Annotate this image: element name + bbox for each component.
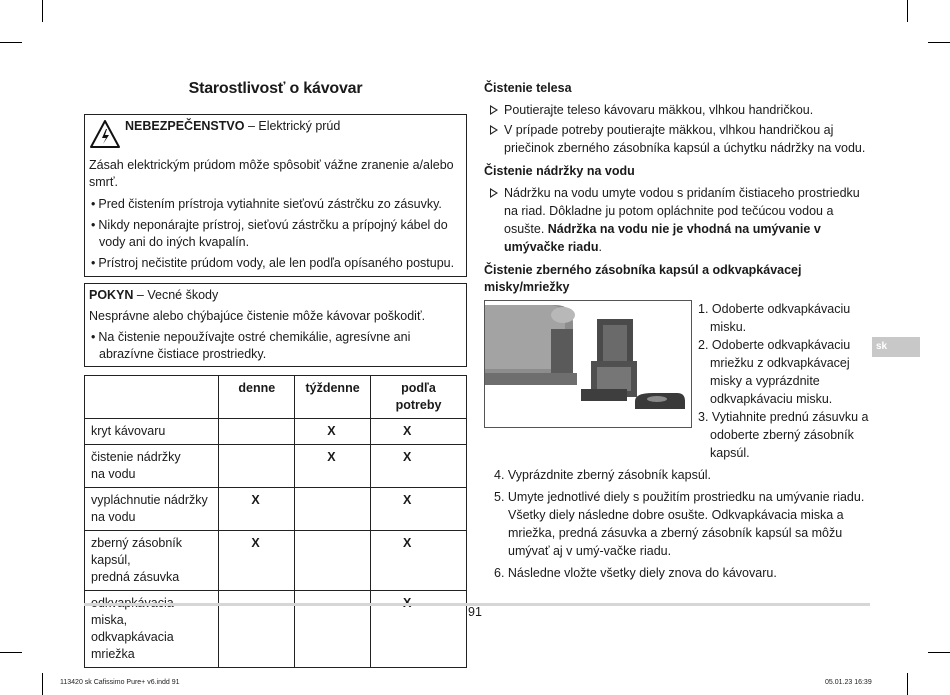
list-item: 1. Odoberte odkvapkávaciu misku. — [698, 302, 851, 334]
list-item: • Nikdy neponárajte prístroj, sieťovú zástrčku a prípojný kábel do vody ani do iných kvapalín. — [89, 217, 462, 251]
notice-list — [89, 329, 462, 363]
danger-title: NEBEZPEČENSTVO – Elektrický prúd — [125, 119, 341, 133]
table-cell: miska, odkvapkávacia mriežka — [85, 591, 219, 668]
crop-mark — [0, 42, 22, 43]
list-item: 4. Vyprázdnite zberný zásobník kapsúl. — [494, 468, 712, 482]
table-cell: X — [370, 488, 466, 531]
table-cell: X — [295, 419, 371, 445]
table-header-row — [85, 376, 467, 419]
coffee-machine-illustration — [484, 300, 692, 428]
notice-box — [84, 283, 467, 367]
right-column — [484, 80, 870, 582]
cleaning-schedule-table — [84, 375, 467, 668]
list-item: V prípade potreby poutierajte mäkkou, vlhkou handričkou aj priečinok zberného zásobníka kapsúl a úchytku nádržky na vodu. — [484, 121, 870, 157]
list-item: 5. Umyte jednotlivé diely s použitím prostriedku na umývanie riadu. Všetky diely následne dobre osušte. Odkvapkávacia miska a mriežka, predná zásuvka a zberný zásobník kapsúl sa môžu umývať aj v umý-vačke riadu. — [494, 490, 865, 558]
instruction-list — [484, 184, 870, 256]
list-item: • Prístroj nečistite prúdom vody, ale len podľa opísaného postupu. — [89, 255, 462, 272]
page-number: 91 — [468, 605, 482, 619]
section-heading: Čistenie telesa — [484, 81, 572, 95]
crop-mark — [928, 652, 950, 653]
table-cell — [295, 531, 371, 591]
list-item: Nádržku na vodu umyte vodou s pridaním čistiaceho prostriedku na riad. Dôkladne ju potom opláchnite pod tečúcou vodou a osušte. Nádržka na vodu nie je vhodná na umývanie v umývačke riadu. — [484, 184, 870, 256]
electric-warning-icon — [89, 119, 121, 149]
table-cell — [219, 419, 295, 445]
table-cell — [295, 488, 371, 531]
table-cell: čistenie nádržky na vodu — [85, 445, 219, 488]
danger-header — [85, 115, 466, 149]
table-cell — [219, 445, 295, 488]
section-heading: Čistenie zberného zásobníka kapsúl a odkvapkávacej misky/mriežky — [484, 263, 802, 294]
notice-title: POKYN – Vecné škody — [89, 288, 219, 302]
crop-mark — [0, 652, 22, 653]
table-cell: X — [370, 445, 466, 488]
table-row — [85, 419, 467, 445]
table-header — [85, 376, 219, 419]
crop-mark — [907, 0, 908, 22]
steps-with-illustration — [484, 300, 870, 462]
table-header: týždenne — [295, 376, 371, 419]
table-cell: X — [219, 488, 295, 531]
section-heading: Čistenie nádržky na vodu — [484, 164, 635, 178]
instruction-list — [484, 101, 870, 157]
danger-intro: Zásah elektrickým prúdom môže spôsobiť vážne zranenie a/alebo smrť. — [89, 158, 454, 189]
crop-mark — [928, 42, 950, 43]
language-tab: sk — [872, 337, 920, 357]
table-cell: X — [219, 531, 295, 591]
crop-mark — [42, 0, 43, 22]
table-header: podľa potreby — [370, 376, 466, 419]
list-item: 6. Následne vložte všetky diely znova do kávovaru. — [494, 566, 777, 580]
notice-intro: Nesprávne alebo chýbajúce čistenie môže kávovar poškodiť. — [89, 309, 426, 323]
danger-box — [84, 114, 467, 277]
print-slug-date: 05.01.23 16:39 — [825, 679, 872, 686]
left-column — [84, 78, 467, 668]
list-item: 3. Vytiahnite prednú zásuvku a odoberte zberný zásobník kapsúl. — [698, 410, 869, 460]
table-row — [85, 531, 467, 591]
table-row — [85, 488, 467, 531]
list-item: • Pred čistením prístroja vytiahnite sieťovú zástrčku zo zásuvky. — [89, 196, 462, 213]
table-cell: zberný zásobník kapsúl, predná zásuvka — [85, 531, 219, 591]
table-header: denne — [219, 376, 295, 419]
table-row — [85, 445, 467, 488]
page-title: Starostlivosť o kávovar — [188, 80, 363, 97]
table-cell: vypláchnutie nádržky na vodu — [85, 488, 219, 531]
crop-mark — [907, 673, 908, 695]
steps-side-list — [698, 300, 870, 462]
table-cell: X — [370, 419, 466, 445]
list-item: 2. Odoberte odkvapkávaciu mriežku z odkvapkávacej misky a vyprázdnite odkvapkávaciu misku. — [698, 338, 851, 406]
print-slug-file: 113420 sk Cafissimo Pure+ v6.indd 91 — [60, 679, 180, 686]
list-item: Poutierajte teleso kávovaru mäkkou, vlhkou handričkou. — [484, 101, 870, 119]
table-cell: X — [295, 445, 371, 488]
table-cell: X — [370, 531, 466, 591]
table-cell: kryt kávovaru — [85, 419, 219, 445]
danger-list — [89, 196, 462, 272]
crop-mark — [42, 673, 43, 695]
steps-bottom-list — [484, 466, 870, 582]
list-item: • Na čistenie nepoužívajte ostré chemikálie, agresívne ani abrazívne čistiace prostriedky. — [89, 329, 462, 363]
